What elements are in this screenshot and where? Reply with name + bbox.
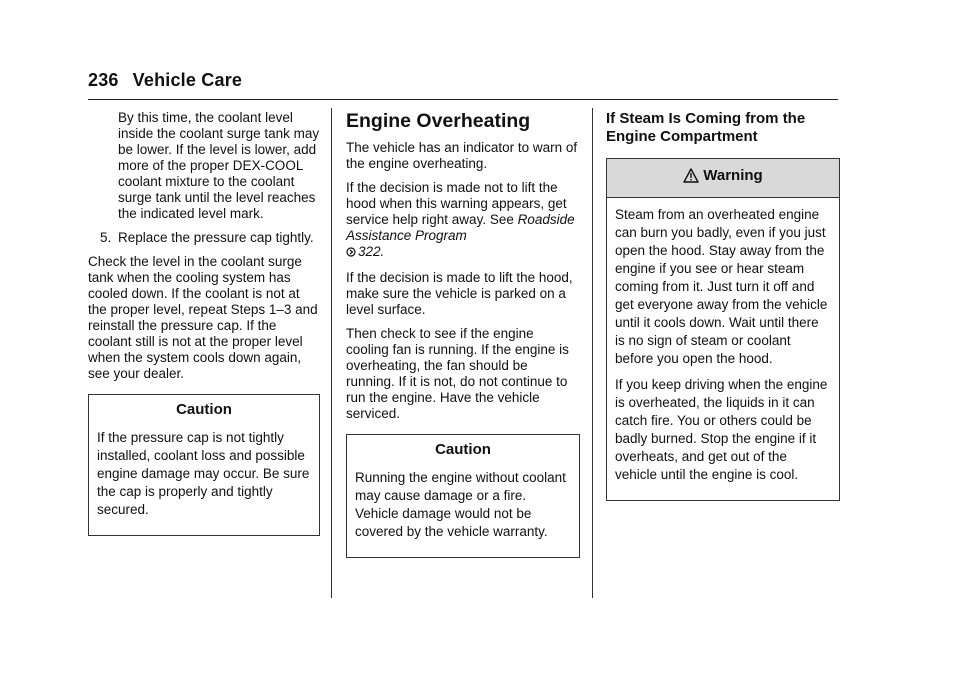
column-2 [346,110,580,558]
caution-text: Running the engine without coolant may cause damage or a fire. Vehicle damage would not be covered by the vehicle warranty. [355,470,566,539]
column-3 [606,110,840,501]
page-reference[interactable]: 322. [358,244,385,259]
caution-title: Caution [435,441,491,458]
column-divider-1 [331,108,332,598]
paragraph-indicator: The vehicle has an indicator to warn of the engine overheating. [346,140,578,171]
warning-text-1: Steam from an overheated engine can burn you badly, even if you just open the hood. Stay away from the engine if you see or hear steam coming from it. Just turn it off and get everyone away from the vehicle until it cools down. Wait until there is no sign of steam or coolant before you open the hood. [615,207,828,366]
warning-title: Warning [703,167,763,184]
step-number: 5. [100,230,112,245]
step-5 [88,230,320,246]
page-reference-icon [346,246,356,262]
continued-step-text: By this time, the coolant level inside the coolant surge tank may be lower. If the level is lower, add more of the proper DEX-COOL coolant mixture to the coolant surge tank until the level reaches the indicated level mark. [118,110,320,221]
warning-header [607,159,839,198]
header-divider [88,99,838,100]
check-level-paragraph: Check the level in the coolant surge tank when the cooling system has cooled down. If the coolant is not at the proper level, repeat Steps 1–3 and reinstall the pressure cap. If the coolant still is not at the proper level when the system cools down again, see your dealer. [88,254,318,381]
paragraph-service-help [346,180,580,262]
roadside-assistance-link[interactable]: Roadside Assistance Program [346,212,575,243]
section-title: Engine Overheating [346,110,531,132]
caution-text: If the pressure cap is not tightly installed, coolant loss and possible engine damage may occur. Be sure the cap is properly and tightly secured. [97,430,310,517]
paragraph-text: If the decision is made not to lift the hood when this warning appears, get service help right away. See [346,180,567,227]
paragraph-cooling-fan: Then check to see if the engine cooling fan is running. If the engine is overheating, the fan should be running. If it is not, do not continue to run the engine. Have the vehicle serviced. [346,326,569,421]
page-title: Vehicle Care [132,70,243,90]
caution-box-coolant [346,434,580,558]
step-text: Replace the pressure cap tightly. [118,230,314,245]
subheading: If Steam Is Coming from the Engine Compartment [606,110,806,145]
column-1 [88,110,320,536]
caution-box-pressure-cap [88,394,320,536]
paragraph-level-surface: If the decision is made to lift the hood, make sure the vehicle is parked on a level surface. [346,270,573,317]
caution-title: Caution [176,401,232,418]
column-divider-2 [592,108,593,598]
page-number: 236 [88,70,119,90]
page-header [88,70,242,91]
warning-text-2: If you keep driving when the engine is overheated, the liquids in it can catch fire. You or others could be badly burned. Stop the engine if it overheats, and get out of the vehicle until the engine is cool. [615,377,828,482]
warning-triangle-icon [683,168,699,188]
warning-box-steam [606,158,840,501]
